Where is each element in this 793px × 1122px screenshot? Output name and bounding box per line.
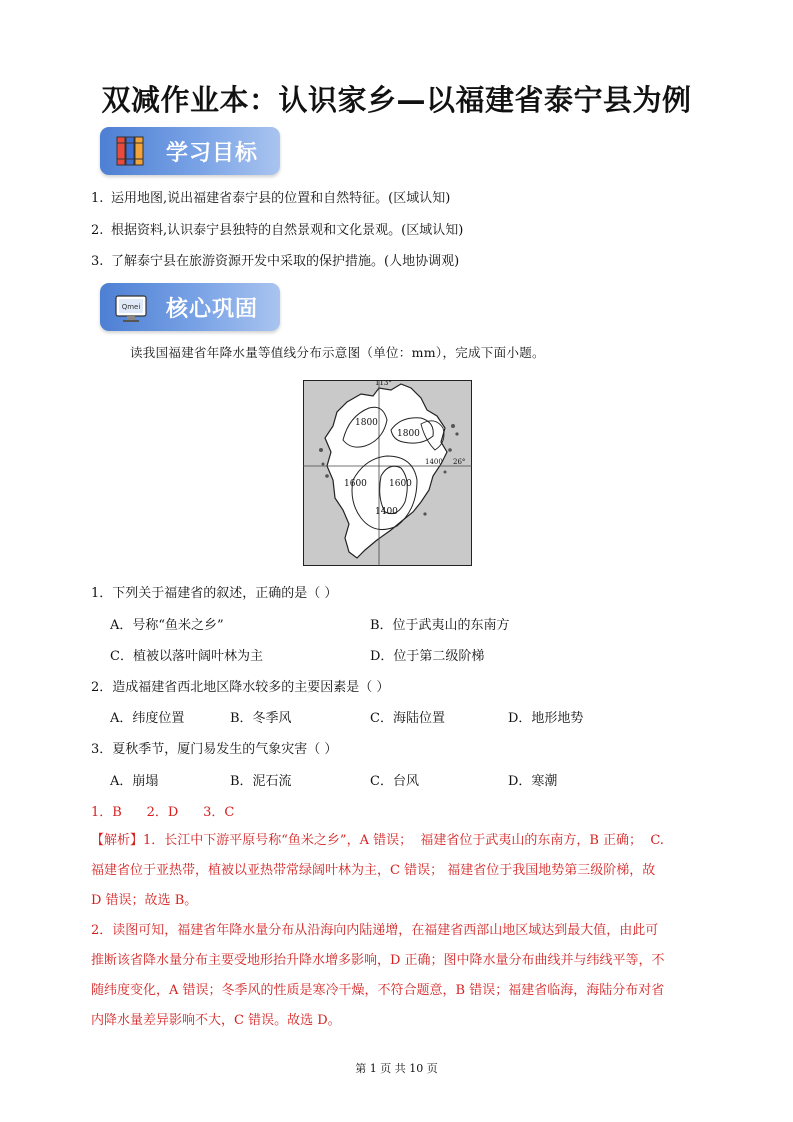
core-practice-banner bbox=[100, 283, 280, 331]
precipitation-isoline-map bbox=[303, 380, 472, 566]
question-3-option-a: A．崩塌 bbox=[110, 774, 159, 789]
question-3-stem: 3．夏秋季节，厦门易发生的气象灾害（ ） bbox=[91, 742, 338, 757]
question-3-option-b: B．泥石流 bbox=[230, 774, 292, 789]
longitude-label: 113° bbox=[375, 380, 392, 387]
question-3-option-d: D．寒潮 bbox=[508, 774, 558, 789]
question-1-option-b: B．位于武夷山的东南方 bbox=[370, 618, 510, 633]
isoline-label: 1400 bbox=[425, 458, 443, 466]
learning-goals-banner bbox=[100, 127, 280, 175]
question-2-option-b: B．冬季风 bbox=[230, 711, 292, 726]
computer-icon bbox=[114, 290, 150, 324]
goal-item: 2. 根据资料,认识泰宁县独特的自然景观和文化景观。(区域认知) bbox=[91, 223, 464, 238]
goal-item: 3. 了解泰宁县在旅游资源开发中采取的保护措施。(人地协调观) bbox=[91, 254, 460, 269]
page-footer: 第 1 页 共 10 页 bbox=[355, 1062, 438, 1075]
isoline-label: 1800 bbox=[355, 418, 378, 428]
question-2-option-a: A．纬度位置 bbox=[110, 711, 185, 726]
isoline-label: 1600 bbox=[344, 479, 367, 489]
question-1-option-d: D．位于第二级阶梯 bbox=[370, 649, 485, 664]
svg-text:Qmei: Qmei bbox=[121, 303, 141, 311]
isoline-label: 1600 bbox=[389, 479, 412, 489]
books-icon bbox=[114, 134, 150, 168]
question-intro: 读我国福建省年降水量等值线分布示意图（单位：mm），完成下面小题。 bbox=[130, 345, 545, 360]
question-3-option-c: C．台风 bbox=[370, 774, 419, 789]
question-1-stem: 1．下列关于福建省的叙述，正确的是（ ） bbox=[91, 586, 338, 601]
explanation-tag: 【解析】 bbox=[91, 833, 144, 848]
answer-key: 1．B 2．D 3．C bbox=[91, 805, 235, 820]
question-2-option-d: D．地形地势 bbox=[508, 711, 584, 726]
learning-goals-label: 学习目标 bbox=[166, 141, 259, 166]
question-2-option-c: C．海陆位置 bbox=[370, 711, 445, 726]
question-1-option-a: A．号称“鱼米之乡” bbox=[110, 618, 224, 633]
isoline-label: 1800 bbox=[397, 429, 420, 439]
page-title: 双减作业本：认识家乡—以福建省泰宁县为例 bbox=[101, 83, 692, 117]
goal-item: 1. 运用地图,说出福建省泰宁县的位置和自然特征。(区域认知) bbox=[91, 191, 451, 206]
question-2-stem: 2．造成福建省西北地区降水较多的主要因素是（ ） bbox=[91, 680, 390, 695]
isoline-label: 1400 bbox=[375, 507, 398, 517]
latitude-label: 26° bbox=[453, 458, 466, 466]
question-1-option-c: C．植被以落叶阔叶林为主 bbox=[110, 649, 263, 664]
core-practice-label: 核心巩固 bbox=[166, 297, 259, 322]
explanation: 【解析】1．长江中下游平原号称“鱼米之乡”，A 错误； 福建省位于武夷山的东南方，B 正确； C. 福建省位于亚热带，植被以亚热带常绿阔叶林为主，C 错误； 福建省位于我国地势第三级阶梯，故 D 错误；故选 B。 2．读图可知，福建省年降水量分布从沿海向内陆递增，在福建省西部山地区域达到最大值，由此可 推断该省降水量分布主要受地形抬升降水增多影响，D 正确；图中降水量分布曲线并与纬线平等，不 随纬度变化，A 错误；冬季风的性质是寒冷干燥，不符合题意，B 错误；福建省临海，海陆分布对省 内降水量差异影响不大，C 错误。故选 D。 bbox=[91, 833, 665, 1028]
